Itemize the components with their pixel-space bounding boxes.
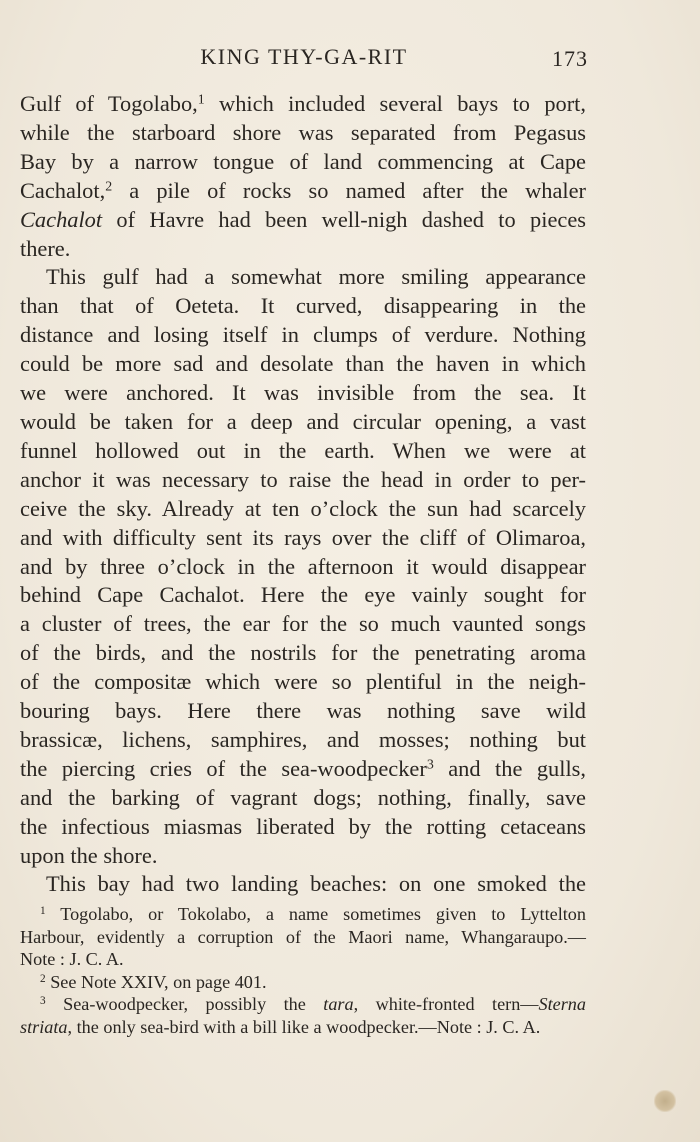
footnote-line: Note : J. C. A.: [20, 949, 124, 970]
text-line: would be taken for a deep and circular opening, a vast: [20, 408, 586, 434]
text-line: ceive the sky. Already at ten o’clock the sun had scarcely: [20, 495, 586, 521]
body-text: [20, 90, 586, 899]
paragraph-2: [20, 263, 586, 870]
running-head: KING THY-GA-RIT: [200, 44, 408, 69]
paragraph-1: [20, 90, 586, 263]
footnote-3: [20, 993, 586, 1038]
text-line: and with difficulty sent its rays over the cliff of Olimaroa,: [20, 524, 586, 550]
footnote-line: Harbour, evidently a corruption of the Maori name, Whangaraupo.—: [20, 926, 586, 947]
text-line: Bay by a narrow tongue of land commencing at Cape: [20, 148, 586, 174]
text-line: of the birds, and the nostrils for the penetrating aroma: [20, 640, 586, 666]
text-line: bouring bays. Here there was nothing save wild: [20, 698, 586, 724]
text-line: than that of Oeteta. It curved, disappearing in the: [20, 293, 586, 319]
paragraph-3: [20, 870, 586, 899]
text-line: and by three o’clock in the afternoon it would disappear: [20, 553, 586, 579]
text-line: upon the shore.: [20, 842, 158, 868]
page-header: [20, 44, 588, 78]
text-line: a cluster of trees, the ear for the so much vaunted songs: [20, 611, 586, 637]
footnote-line: striata, the only sea-bird with a bill like a woodpecker.—Note : J. C. A.: [20, 1016, 541, 1037]
footnote-1: [20, 903, 586, 971]
paper-stain: [654, 1090, 676, 1112]
text-line: This bay had two landing beaches: on one smoked the: [46, 871, 586, 897]
footnote-number: 1: [40, 904, 46, 917]
text-line: funnel hollowed out in the earth. When we were at: [20, 437, 586, 463]
text-line: distance and losing itself in clumps of verdure. Nothing: [20, 322, 586, 348]
page-number: 173: [552, 46, 588, 71]
text-line: Gulf of Togolabo,$^1$ which included several bays to port,: [20, 91, 586, 116]
text-line: behind Cape Cachalot. Here the eye vainly sought for: [20, 582, 586, 608]
text-line: anchor it was necessary to raise the head in order to per-: [20, 466, 586, 492]
text-line: and the barking of vagrant dogs; nothing, finally, save: [20, 784, 586, 810]
footnotes: [20, 903, 586, 1039]
text-line: while the starboard shore was separated from Pegasus: [20, 119, 586, 145]
footnote-ref: 2: [105, 179, 113, 195]
footnote-ref: 1: [197, 92, 205, 108]
text-line: the infectious miasmas liberated by the rotting cetaceans: [20, 813, 586, 839]
footnote-line: $^1$ Togolabo, or Tokolabo, a name sometimes given to Lyttelton: [40, 904, 586, 924]
footnote-ref: 3: [426, 757, 434, 773]
text-line: we were anchored. It was invisible from the sea. It: [20, 380, 586, 406]
text-line: brassicæ, lichens, samphires, and mosses; nothing but: [20, 726, 586, 752]
text-line: Cachalot of Havre had been well-nigh dashed to pieces: [20, 206, 586, 232]
text-line: there.: [20, 235, 71, 261]
text-line: Cachalot,$^2$ a pile of rocks so named after the whaler: [20, 177, 586, 203]
footnote-line: $^2$ See Note XXIV, on page 401.: [40, 971, 267, 992]
footnote-number: 2: [40, 972, 46, 985]
footnote-number: 3: [40, 995, 46, 1008]
text-line: This gulf had a somewhat more smiling appearance: [46, 264, 586, 290]
footnote-2: [20, 971, 586, 994]
footnote-line: $^3$ Sea-woodpecker, possibly the tara, white-fronted tern—Sterna: [40, 994, 586, 1015]
text-line: could be more sad and desolate than the haven in which: [20, 351, 586, 377]
ship-name: Cachalot: [20, 206, 103, 232]
text-line: of the compositæ which were so plentiful in the neigh-: [20, 669, 586, 695]
text-line: the piercing cries of the sea-woodpecker$^3$ and the gulls,: [20, 755, 586, 781]
